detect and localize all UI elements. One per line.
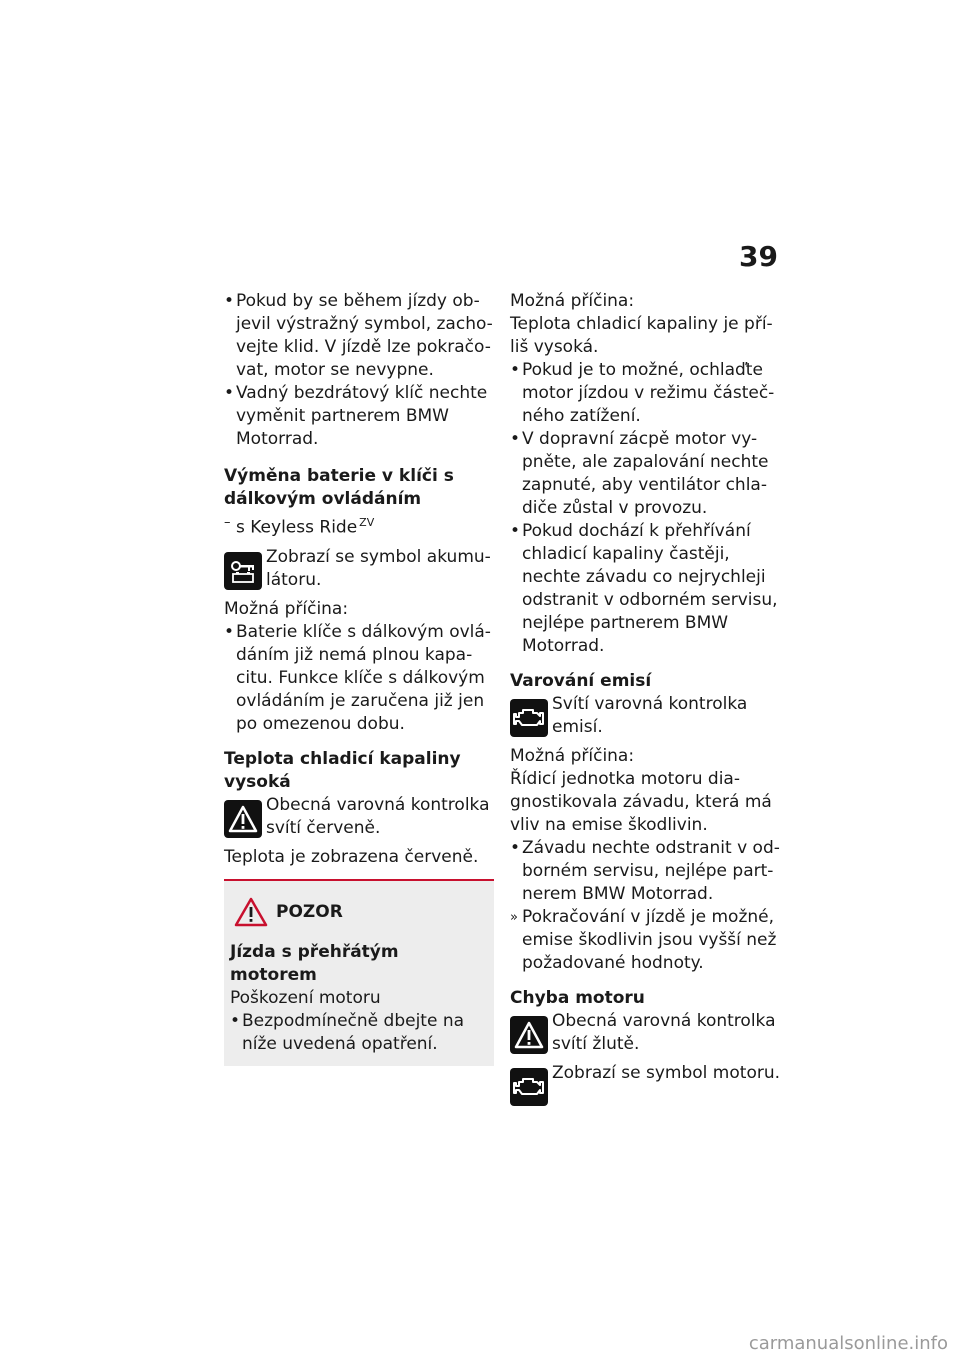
list-item: • Pokud by se během jízdy ob-jevil výstražný symbol, zacho-vejte klid. V jízdě lze pokračo-vat, motor se nevypne. [224,290,494,382]
warning-triangle-icon [224,800,262,838]
emission-indicator-row [510,693,782,739]
list-item: • Vadný bezdrátový klíč nechte vyměnit partnerem BMW Motorrad. [224,382,494,451]
engine-heading: Chyba motoru [510,988,645,1008]
warning-triangle-icon [234,897,268,927]
emission-cause-text: Řídicí jednotka motoru dia-gnostikovala závadu, která má vliv na emise škodlivin. [510,769,772,835]
emission-indicator-text: Svítí varovná kontrolka emisí. [552,694,748,737]
engine-icon [510,699,548,737]
engine-symbol-row [510,1062,782,1106]
warning-subtitle: Jízda s přehřátým motorem [230,941,399,985]
battery-cause-label: Možná příčina: [224,598,349,619]
warning-title: POZOR [276,901,343,922]
battery-heading: Výměna baterie v klíči s dálkovým ovládáním [224,466,454,509]
list-item: • Závadu nechte odstranit v od-borném servisu, nejlépe part-nerem BMW Motorrad. [510,837,782,906]
list-item: • Pokud dochází k přehřívání chladicí kapaliny častěji, nechte závadu co nejrychleji odstranit v odborném servisu, nejlépe partnerem BMW Motorrad. [510,520,782,658]
list-item: • Bezpodmínečně dbejte na níže uvedená opatření. [230,1010,486,1056]
engine-symbol-text: Zobrazí se symbol motoru. [552,1063,781,1083]
watermark: carmanualsonline.info [748,1333,948,1354]
engine-warning-text: Obecná varovná kontrolka svítí žlutě. [552,1011,776,1054]
battery-indicator-row [224,546,494,592]
battery-option-label: s Keyless Ride [236,517,358,538]
emission-heading: Varování emisí [510,671,652,691]
engine-warning-row [510,1010,782,1056]
engine-icon [510,1068,548,1106]
result-item: » Pokračování v jízdě je možné, emise škodlivin jsou vyšší než požadované hodnoty. [510,906,782,975]
key-battery-icon [224,552,262,590]
cause-text: Teplota chladicí kapaliny je pří-liš vysoká. [510,314,773,357]
left-column [224,290,494,1066]
list-item: • Baterie klíče s dálkovým ovlá-dáním již nemá plnou kapa-citu. Funkce klíče s dálkovým ovládáním je zaručena již jen po omezenou dobu. [224,621,494,736]
warning-box [224,879,494,1066]
warning-text: Poškození motoru [230,987,381,1008]
page-number: 39 [739,240,778,273]
coolant-heading: Teplota chladicí kapaliny vysoká [224,748,461,792]
cause-label: Možná příčina: [510,291,635,311]
list-item: • Pokud je to možné, ochlaďte motor jízdou v režimu částeč-ného zatížení. [510,359,782,428]
battery-option-sup: ZV [359,516,375,529]
battery-option [224,511,494,540]
right-column [510,290,782,1112]
coolant-indicator-text: Obecná varovná kontrolka svítí červeně. [266,794,490,838]
warning-triangle-icon [510,1016,548,1054]
battery-indicator-text: Zobrazí se symbol akumu-látoru. [266,546,491,590]
warning-title-row [234,897,486,927]
emission-cause-label: Možná příčina: [510,746,635,766]
list-item: • V dopravní zácpě motor vy-pněte, ale zapalování nechte zapnuté, aby ventilátor chla-diče zůstal v provozu. [510,428,782,520]
coolant-text: Teplota je zobrazena červeně. [224,846,479,867]
